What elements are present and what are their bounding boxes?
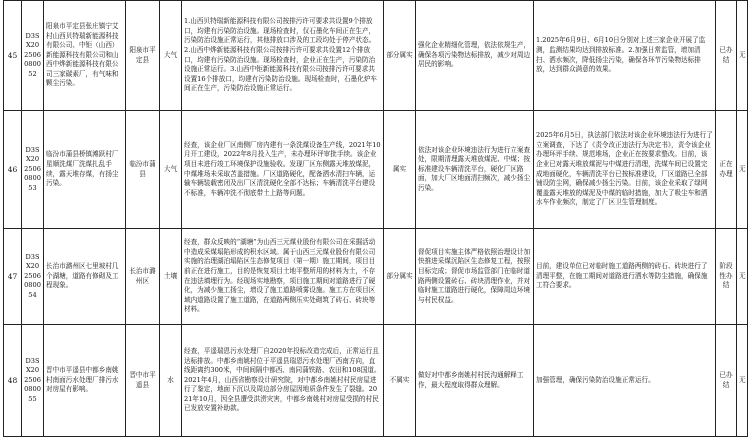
case-status: 已办结 bbox=[716, 1, 737, 111]
district: 长治市潞州区 bbox=[126, 229, 160, 325]
verdict: 不属实 bbox=[384, 325, 416, 437]
row-index: 47 bbox=[4, 229, 22, 325]
rectification-progress: 加强管理，确保污染防治设施正常运行。 bbox=[534, 325, 716, 437]
row-index: 45 bbox=[4, 1, 22, 111]
pollution-type: 大气 bbox=[160, 111, 182, 229]
investigation-findings: 1.山西贝特瑞新能源科技有限公司按排污许可要求共设置9个排放口，均建有污染防治设施。现场检查时，仅石墨化车间正在生产，污染防治设施正常运行，其他排放口涉及的工段均处于停产状态。2.山西中烨新能源科技有限公司按排污许可要求共设置12个排放口，均建有污染防治设施。现场检查时，企业正在生产，污染防治设施正常运行。3.山西中钜新能源科技有限公司按排污许可要求共设置16个排放口，均建有污染防治设施。现场检查时，石墨化炉车间正在生产，污染防治设施正常运行。 bbox=[182, 1, 384, 111]
complaint-location: 长治市潞州区七里坡村几个湖塘，道路有修砌及工程现象。 bbox=[44, 229, 126, 325]
complaint-location: 晋中市平遥县中都乡南姚村南面污水处理厂排污水对房屋有影响。 bbox=[44, 325, 126, 437]
complaint-table bbox=[3, 0, 748, 437]
handling-measures: 依法对该企业环境违法行为进行立案查处，限期清理露天堆放煤泥、中煤；按标准建设车辆清洗平台，硬化厂区路面，加大厂区地面清扫频次，减少扬尘污染。 bbox=[416, 111, 534, 229]
table-row bbox=[4, 1, 748, 111]
case-status: 阶段性办结 bbox=[716, 229, 737, 325]
case-status: 正在办理 bbox=[716, 111, 737, 229]
district: 临汾市蒲县 bbox=[126, 111, 160, 229]
table-row bbox=[4, 111, 748, 229]
handling-measures: 做好对中都乡南姚村村民沟通解释工作，最大程度取得群众理解。 bbox=[416, 325, 534, 437]
case-code: D3SX202506080054 bbox=[22, 229, 44, 325]
district: 晋中市平遥县 bbox=[126, 325, 160, 437]
accountability: 无 bbox=[737, 111, 748, 229]
complaint-location: 临汾市蒲县桥镇滩跃村厂星顺洗煤厂洗煤扎乱手续，露天堆存煤，有扬尘污染。 bbox=[44, 111, 126, 229]
handling-measures: 强化企业精细化管理，依法依规生产，确保各项污染物达标排放，减少对周边居民的影响。 bbox=[416, 1, 534, 111]
pollution-type: 水 bbox=[160, 325, 182, 437]
verdict: 部分属实 bbox=[384, 1, 416, 111]
investigation-findings: 经查，该企业厂区南侧厂房内建有一条洗煤设备生产线，2021年10月开工建设，2022年8月投入生产，未办理环评审批手续。该企业项目未进行竣工环境保护设施验收。发现厂区东侧露天堆放煤泥，中煤堆场未采取苫盖措施。厂区道路硬化，配备洒水清扫车辆，运输车辆装载密闭及出厂区清洗硬化全部不达标；车辆清洗平台建设不标准，车辆冲洗不彻底带土上路等问题。 bbox=[182, 111, 384, 229]
case-status: 已办结 bbox=[716, 325, 737, 437]
case-code: D3SX202506080052 bbox=[22, 1, 44, 111]
pollution-type: 大气 bbox=[160, 1, 182, 111]
district: 阳泉市平定县 bbox=[126, 1, 160, 111]
row-index: 46 bbox=[4, 111, 22, 229]
rectification-progress: 目前，建设单位已对临时施工道路两侧的砖石、砖块进行了清理平整，在施工期间对道路进行洒水等防尘措施，确保施工符合要求。 bbox=[534, 229, 716, 325]
handling-measures: 督促项目实施主体严格依照治理设计加快推进采煤沉陷区生态修复工程，按照目标完成；督促市场监管部门在临时道路两侧设置砖石、砖块清理作业，并对临时施工道路进行硬化，保障周边环境与村民权益。 bbox=[416, 229, 534, 325]
verdict: 部分属实 bbox=[384, 229, 416, 325]
investigation-findings: 经查，平遥瑞恩污水处理厂自2020年投标改造完成后，正常运行且达标排放。中都乡南姚村位于平遥县瑞恩污水处理厂西南方向，直线距离约300米，中间间隔中都西、南同蒲铁路、农田和108国道。2021年4月，山西省勘察设计研究院，对中都乡南姚村村民房屋进行了鉴定，地面下沉以及周边部分房屋因地质条件发生了裂缝。2021年10月，因全县遭受洪涝灾害，中都乡南姚村对房屋受损的村民已发放安置补助款。 bbox=[182, 325, 384, 437]
case-code: D3SX202506080055 bbox=[22, 325, 44, 437]
accountability: 无 bbox=[737, 1, 748, 111]
investigation-findings: 经查，群众反映的“湖塘”为山西三元煤业股份有限公司在采掘活动中造成采煤塌陷形成的积水区域。属于山西三元煤业股份有限公司实施的治理湖泊塌陷区生态修复项目（第一期）施工期间，项目目前正在进行施工，目的是恢复项目土地平整所用的材料为土，不存在违法填埋行为。经现场实地勘察，项目施工期间对道路进行了硬化，为减少施工扬尘，增设了施工道路喷雾设施。施工方在项目区域内道路设置了施工道路，在道路两侧压实处砌筑了砖石、砖块等材料。 bbox=[182, 229, 384, 325]
pollution-type: 土壤 bbox=[160, 229, 182, 325]
table-row bbox=[4, 325, 748, 437]
verdict: 属实 bbox=[384, 111, 416, 229]
row-index: 48 bbox=[4, 325, 22, 437]
case-code: D3SX202506080053 bbox=[22, 111, 44, 229]
table-row bbox=[4, 229, 748, 325]
accountability: 无 bbox=[737, 325, 748, 437]
rectification-progress: 1.2025年6月9日、6月10日分别对上述三家企业开展了监测，监测结果均达到排放标准。2.加强日常监管，增加清扫、洒水频次，降低扬尘污染，确保各环节污染物达标排放，达到群众满意的效果。 bbox=[534, 1, 716, 111]
rectification-progress: 2025年6月5日，执法部门依法对该企业环境违法行为进行了立案调查，下达了《责令改正违法行为决定书》，责令该企业办理环评手续、规范堆场，企业正在按要求整改。目前，该企业已对露天堆放煤泥与中煤进行清理，洗煤车间已设置完成地面硬化，车辆清洗平台已按标准建设，厂区道路已全部铺设防尘网，确保减少扬尘污染。目前，该企业采取了绿网覆盖露天堆放的煤泥及中煤的临时措施，加大了吸尘车和洒水车作业频次，制定了厂区卫生管理制度。 bbox=[534, 111, 716, 229]
accountability: 无 bbox=[737, 229, 748, 325]
complaint-location: 阳泉市平定县张庄镇宁艾村山西贝特瑞新能源科技有限公司、中钜（山西）新能源科技有限公司和山西中烨新能源科技有限公司三家碳素厂，有气味和颗尘污染。 bbox=[44, 1, 126, 111]
